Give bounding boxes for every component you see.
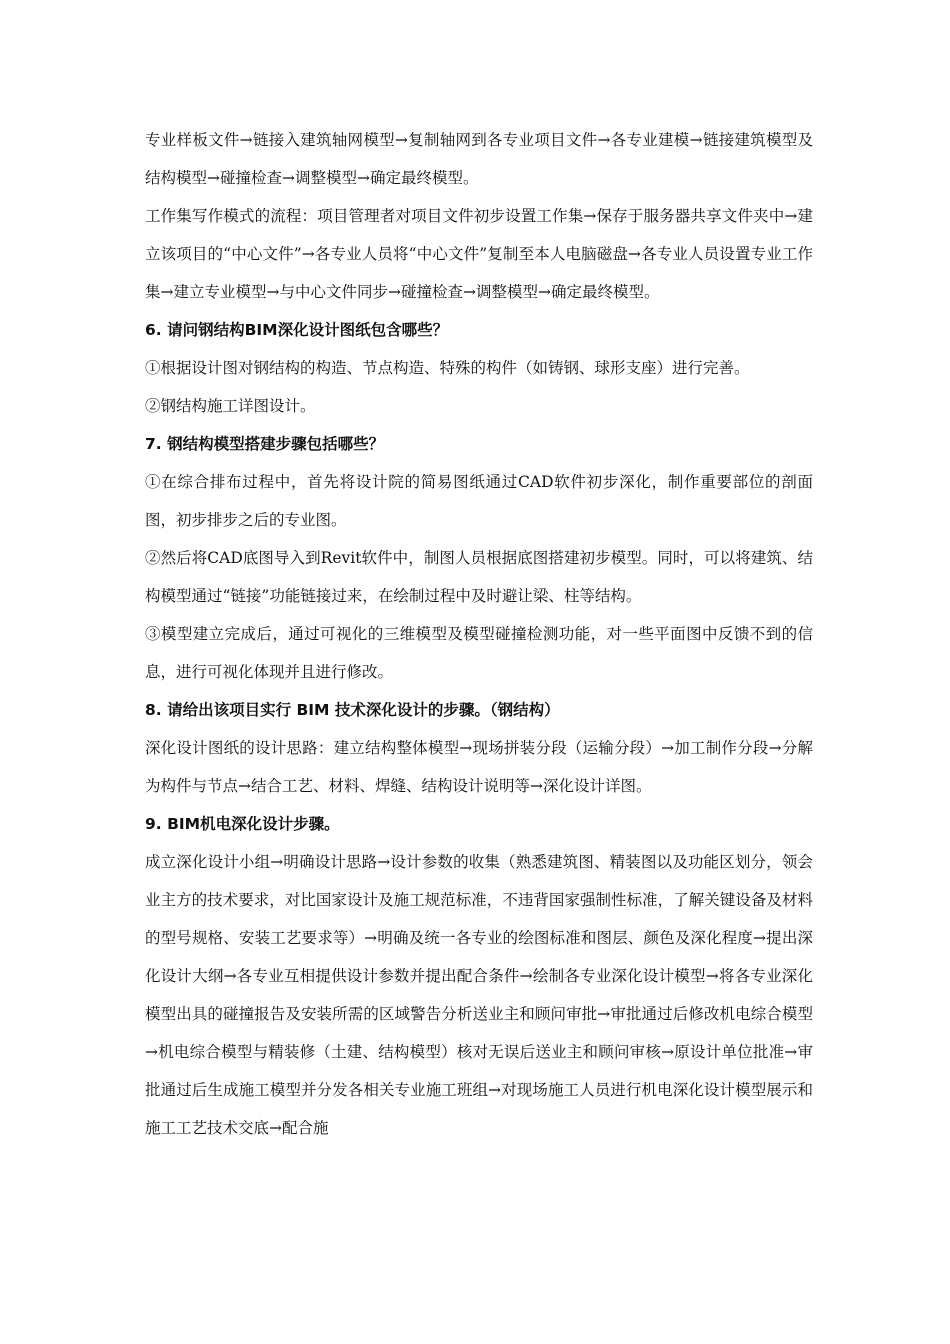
- question-8-heading: 8. 请给出该项目实行 BIM 技术深化设计的步骤。（钢结构）: [145, 701, 560, 719]
- question-6-heading: 6. 请问钢结构BIM深化设计图纸包含哪些？: [145, 321, 449, 339]
- answer-7-item-1: ①在综合排布过程中，首先将设计院的简易图纸通过CAD软件初步深化，制作重要部位的剖面图，初步排步之后的专业图。: [145, 473, 813, 529]
- answer-9-text: 成立深化设计小组→明确设计思路→设计参数的收集（熟悉建筑图、精装图以及功能区划分，领会业主方的技术要求，对比国家设计及施工规范标准，不违背国家强制性标准，了解关键设备及材料的型号规格、安装工艺要求等）→明确及统一各专业的绘图标准和图层、颜色及深化程度→提出深化设计大纲→各专业互相提供设计参数并提出配合条件→绘制各专业深化设计模型→将各专业深化模型出具的碰撞报告及安装所需的区域警告分析送业主和顾问审批→审批通过后修改机电综合模型→机电综合模型与精装修（土建、结构模型）核对无误后送业主和顾问审核→原设计单位批准→审批通过后生成施工模型并分发各相关专业施工班组→对现场施工人员进行机电深化设计模型展示和施工工艺技术交底→配合施: [145, 853, 813, 1137]
- paragraph-workset-flow: 工作集写作模式的流程：项目管理者对项目文件初步设置工作集→保存于服务器共享文件夹中→建立该项目的“中心文件”→各专业人员将“中心文件”复制至本人电脑磁盘→各专业人员设置专业工作集→建立专业模型→与中心文件同步→碰撞检查→调整模型→确定最终模型。: [145, 207, 813, 301]
- answer-7-item-3: ③模型建立完成后，通过可视化的三维模型及模型碰撞检测功能，对一些平面图中反馈不到的信息，进行可视化体现并且进行修改。: [145, 625, 813, 681]
- answer-6-item-1: ①根据设计图对钢结构的构造、节点构造、特殊的构件（如铸钢、球形支座）进行完善。: [145, 359, 750, 377]
- question-9-heading: 9. BIM机电深化设计步骤。: [145, 815, 340, 833]
- answer-6-item-2: ②钢结构施工详图设计。: [145, 397, 316, 415]
- answer-8-text: 深化设计图纸的设计思路：建立结构整体模型→现场拼装分段（运输分段）→加工制作分段→分解为构件与节点→结合工艺、材料、焊缝、结构设计说明等→深化设计详图。: [145, 739, 813, 795]
- answer-7-item-2: ②然后将CAD底图导入到Revit软件中，制图人员根据底图搭建初步模型。同时，可以将建筑、结构模型通过“链接”功能链接过来，在绘制过程中及时避让梁、柱等结构。: [145, 549, 813, 605]
- paragraph-workflow-link: 专业样板文件→链接入建筑轴网模型→复制轴网到各专业项目文件→各专业建模→链接建筑模型及结构模型→碰撞检查→调整模型→确定最终模型。: [145, 131, 813, 187]
- question-7-heading: 7. 钢结构模型搭建步骤包括哪些？: [145, 435, 385, 453]
- document-body: [145, 121, 813, 1147]
